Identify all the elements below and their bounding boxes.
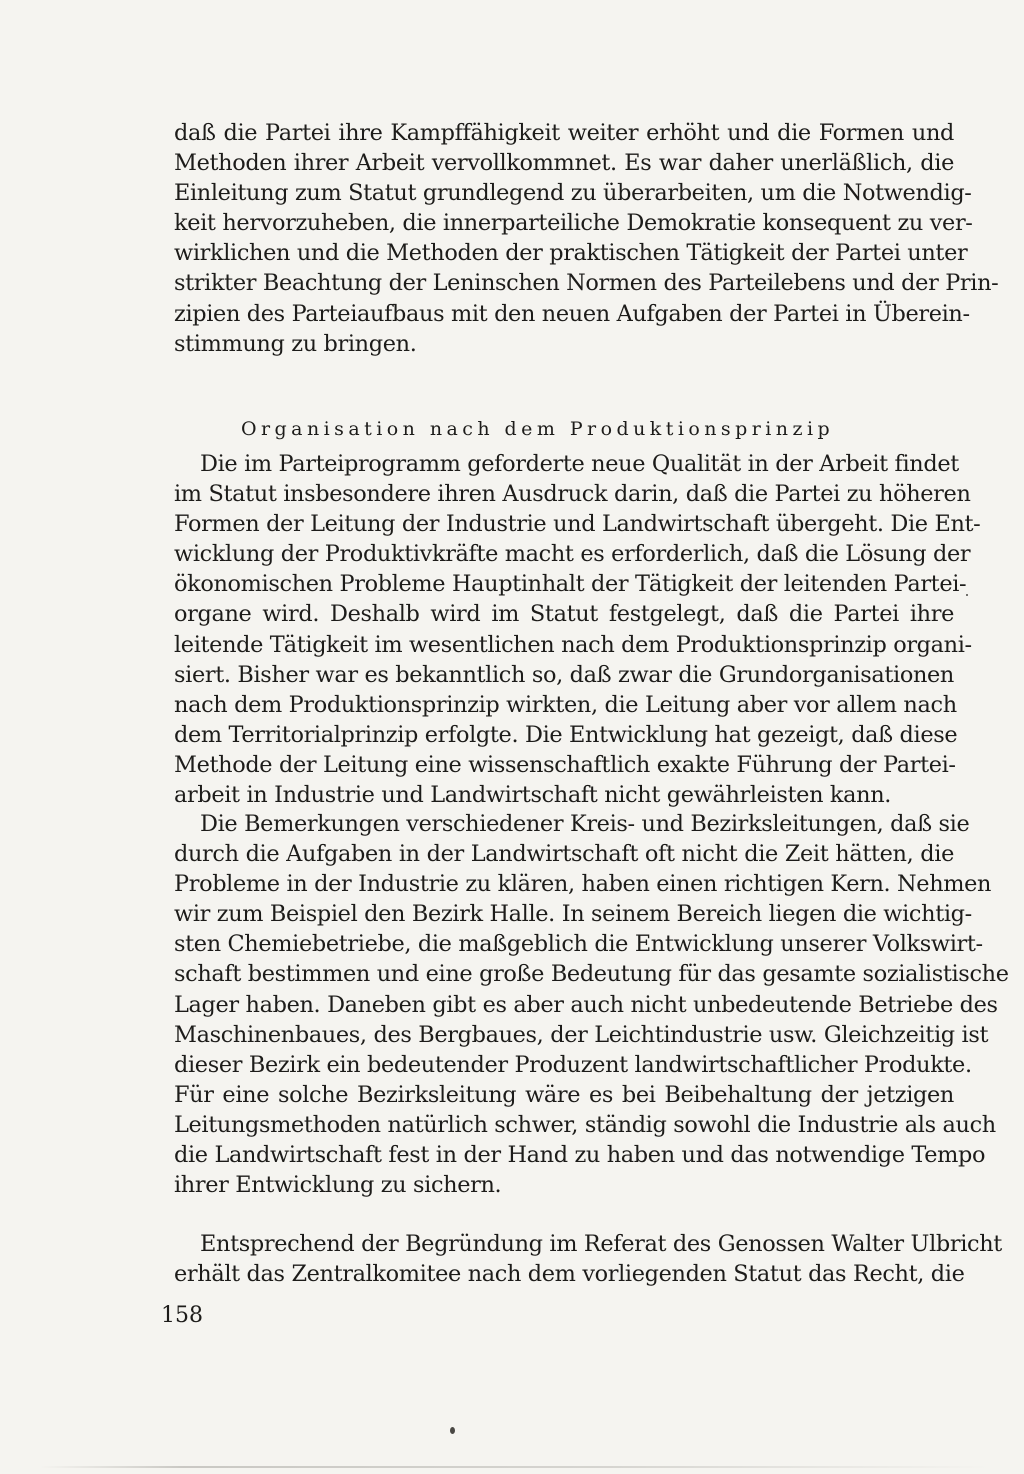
text-line: ökonomischen Probleme Hauptinhalt der Tätigkeit der leitenden Partei- [174, 571, 967, 598]
text-line: die Landwirtschaft fest in der Hand zu haben und das notwendige Tempo [174, 1142, 986, 1169]
paragraph-district-remarks [174, 809, 1009, 1200]
page-number: 158 [161, 1303, 203, 1328]
text-line: leitende Tätigkeit im wesentlichen nach dem Produktionsprinzip organi- [174, 631, 972, 658]
page-edge-shadow [40, 1466, 990, 1468]
paragraph-intro [174, 118, 999, 359]
text-line: wicklung der Produktivkräfte macht es erforderlich, daß die Lösung der [174, 541, 971, 568]
text-line: Maschinenbaues, des Bergbaues, der Leichtindustrie usw. Gleichzeitig ist [174, 1021, 989, 1048]
text-line: zipien des Parteiaufbaus mit den neuen Aufgaben der Partei in Überein- [174, 300, 970, 327]
text-line: siert. Bisher war es bekanntlich so, daß zwar die Grundorganisationen [174, 661, 954, 688]
text-line: Leitungsmethoden natürlich schwer, ständig sowohl die Industrie als auch [174, 1111, 996, 1138]
text-line: im Statut insbesondere ihren Ausdruck darin, daß die Partei zu höheren [174, 481, 971, 508]
text-line: strikter Beachtung der Leninschen Normen des Parteilebens und der Prin- [174, 270, 999, 297]
text-line: Formen der Leitung der Industrie und Landwirtschaft übergeht. Die Ent- [174, 511, 981, 538]
paragraph-production-principle [174, 449, 981, 810]
text-line: organe wird. Deshalb wird im Statut festgelegt, daß die Partei ihre [174, 601, 954, 628]
text-line: daß die Partei ihre Kampffähigkeit weiter erhöht und die Formen und [174, 120, 954, 146]
paragraph-central-committee [174, 1229, 1002, 1289]
text-line: erhält das Zentralkomitee nach dem vorliegenden Statut das Recht, die [174, 1261, 965, 1288]
text-line: Einleitung zum Statut grundlegend zu überarbeiten, um die Notwendig- [174, 180, 972, 207]
text-line: wirklichen und die Methoden der praktischen Tätigkeit der Partei unter [174, 240, 968, 267]
text-line: Für eine solche Bezirksleitung wäre es bei Beibehaltung der jetzigen [174, 1081, 954, 1108]
text-line: wir zum Beispiel den Bezirk Halle. In seinem Bereich liegen die wichtig- [174, 901, 972, 928]
text-line: sten Chemiebetriebe, die maßgeblich die Entwicklung unserer Volkswirt- [174, 931, 983, 958]
text-line: ihrer Entwicklung zu sichern. [174, 1172, 502, 1199]
text-line: dem Territorialprinzip erfolgte. Die Entwicklung hat gezeigt, daß diese [174, 721, 958, 748]
text-line: arbeit in Industrie und Landwirtschaft nicht gewährleisten kann. [174, 782, 892, 809]
text-line: durch die Aufgaben in der Landwirtschaft oft nicht die Zeit hätten, die [174, 841, 954, 868]
ink-speck [966, 594, 968, 596]
text-line: Methode der Leitung eine wissenschaftlich exakte Führung der Partei- [174, 751, 956, 778]
ink-speck [450, 1427, 455, 1434]
text-line: stimmung zu bringen. [174, 330, 417, 357]
text-line: Entsprechend der Begründung im Referat des Genossen Walter Ulbricht [200, 1231, 1002, 1257]
text-line: Die Bemerkungen verschiedener Kreis- und Bezirksleitungen, daß sie [200, 811, 970, 837]
text-line: dieser Bezirk ein bedeutender Produzent landwirtschaftlicher Produkte. [174, 1051, 972, 1078]
text-line: Probleme in der Industrie zu klären, haben einen richtigen Kern. Nehmen [174, 871, 992, 898]
text-line: Die im Parteiprogramm geforderte neue Qualität in der Arbeit findet [200, 451, 959, 477]
text-line: schaft bestimmen und eine große Bedeutung für das gesamte sozialistische [174, 961, 1009, 988]
text-line: nach dem Produktionsprinzip wirkten, die Leitung aber vor allem nach [174, 691, 957, 718]
text-line: Lager haben. Daneben gibt es aber auch nicht unbedeutende Betriebe des [174, 991, 998, 1018]
text-line: Methoden ihrer Arbeit vervollkommnet. Es war daher unerläßlich, die [174, 150, 954, 177]
text-line: keit hervorzuheben, die innerparteiliche Demokratie konsequent zu ver- [174, 210, 973, 237]
section-heading: Organisation nach dem Produktionsprinzip [241, 418, 835, 440]
